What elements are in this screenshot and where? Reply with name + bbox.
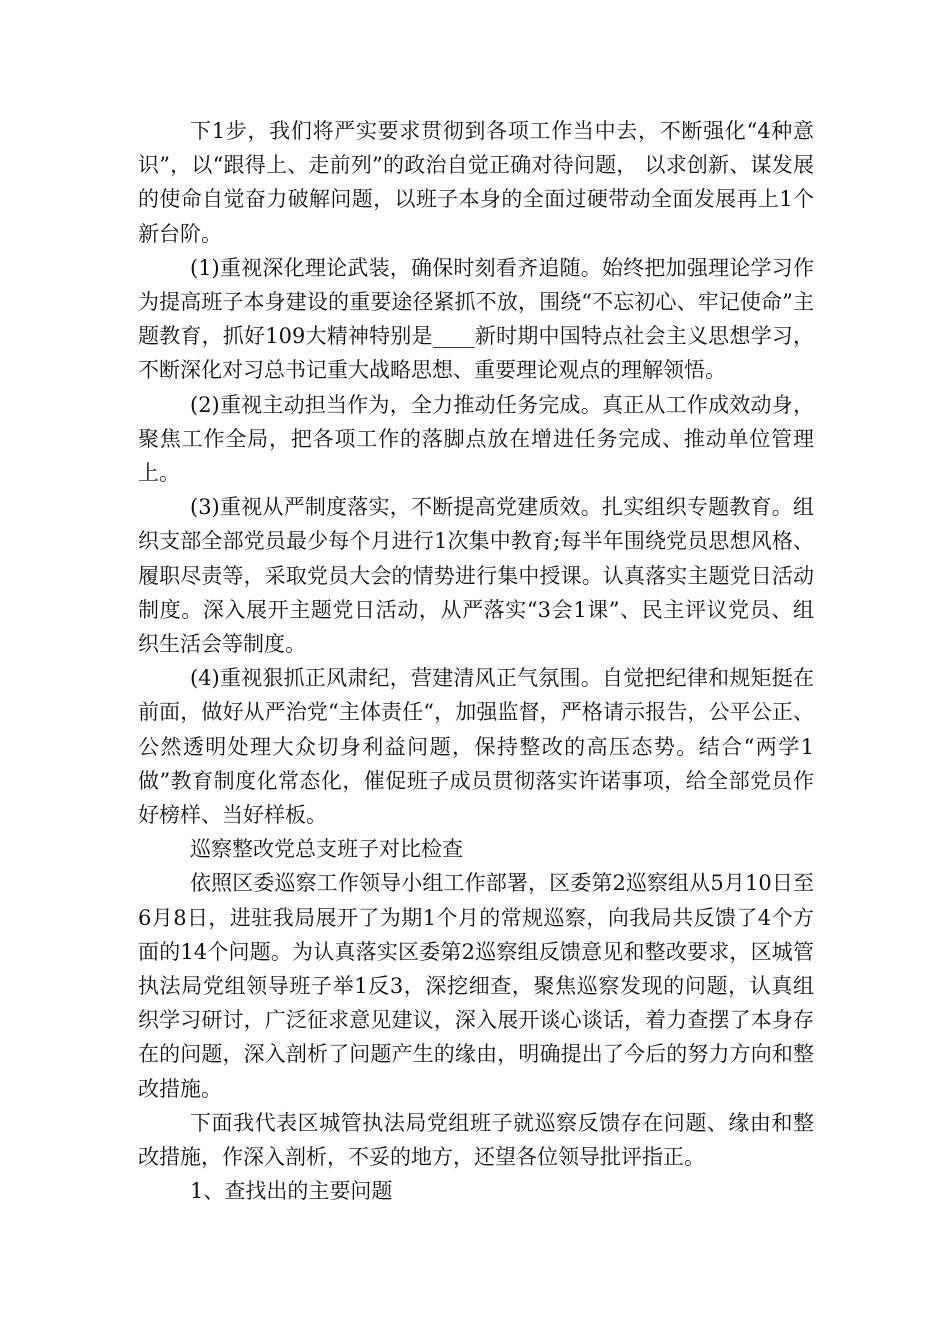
paragraph-inspection-intro: 依照区委巡察工作领导小组工作部署，区委第2巡察组从5月10日至6月8日，进驻我局展开了为期1个月的常规巡察，向我局共反馈了4个方面的14个问题。为认真落实区委第2巡察组反馈意见和整改要求，区城管执法局党组领导班子举1反3，深挖细查，聚焦巡察发现的问题，认真组织学习研讨，广泛征求意见建议，深入展开谈心谈话，着力查摆了本身存在的问题，深入剖析了问题产生的缘由，明确提出了今后的努力方向和整改措施。 [138, 871, 814, 1101]
paragraph-representation: 下面我代表区城管执法局党组班子就巡察反馈存在问题、缘由和整改措施，作深入剖析，不妥的地方，还望各位领导批评指正。 [138, 1110, 814, 1170]
subheading-main-problems: 1、查找出的主要问题 [190, 1179, 393, 1204]
paragraph-item-3-system: (3)重视从严制度落实，不断提高党建质效。扎实组织专题教育。组织支部全部党员最少每个月进行1次集中教育;每半年围绕党员思想风格、履职尽责等，采取党员大会的情势进行集中授课。认真落实主题党日活动制度。深入展开主题党日活动，从严落实“3会1课”、民主评议党员、组织生活会等制度。 [138, 495, 814, 657]
paragraph-next-steps: 下1步，我们将严实要求贯彻到各项工作当中去，不断强化“4种意识”，以“跟得上、走前列”的政治自觉正确对待问题， 以求创新、谋发展的使命自觉奋力破解问题，以班子本身的全面过硬带动全面发展再上1个新台阶。 [138, 119, 814, 246]
section-heading-inspection: 巡察整改党总支班子对比检查 [190, 837, 463, 862]
paragraph-item-1-theory: (1)重视深化理论武装，确保时刻看齐追随。始终把加强理论学习作为提高班子本身建设的重要途径紧抓不放，围绕“不忘初心、牢记使命”主题教育，抓好109大精神特别是____新时期中国特点社会主义思想学习，不断深化对习总书记重大战略思想、重要理论观点的理解领悟。 [138, 255, 814, 383]
paragraph-item-2-responsibility: (2)重视主动担当作为，全力推动任务完成。真正从工作成效动身，聚焦工作全局，把各项工作的落脚点放在增进任务完成、推动单位管理上。 [138, 392, 814, 486]
paragraph-item-4-discipline: (4)重视狠抓正风肃纪，营建清风正气氛围。自觉把纪律和规矩挺在前面，做好从严治党“主体责任“，加强监督，严格请示报告，公平公正、公然透明处理大众切身利益问题，保持整改的高压态势。结合“两学1做”教育制度化常态化，催促班子成员贯彻落实许诺事项，给全部党员作好榜样、当好样板。 [138, 666, 814, 828]
document-body [138, 114, 814, 1209]
